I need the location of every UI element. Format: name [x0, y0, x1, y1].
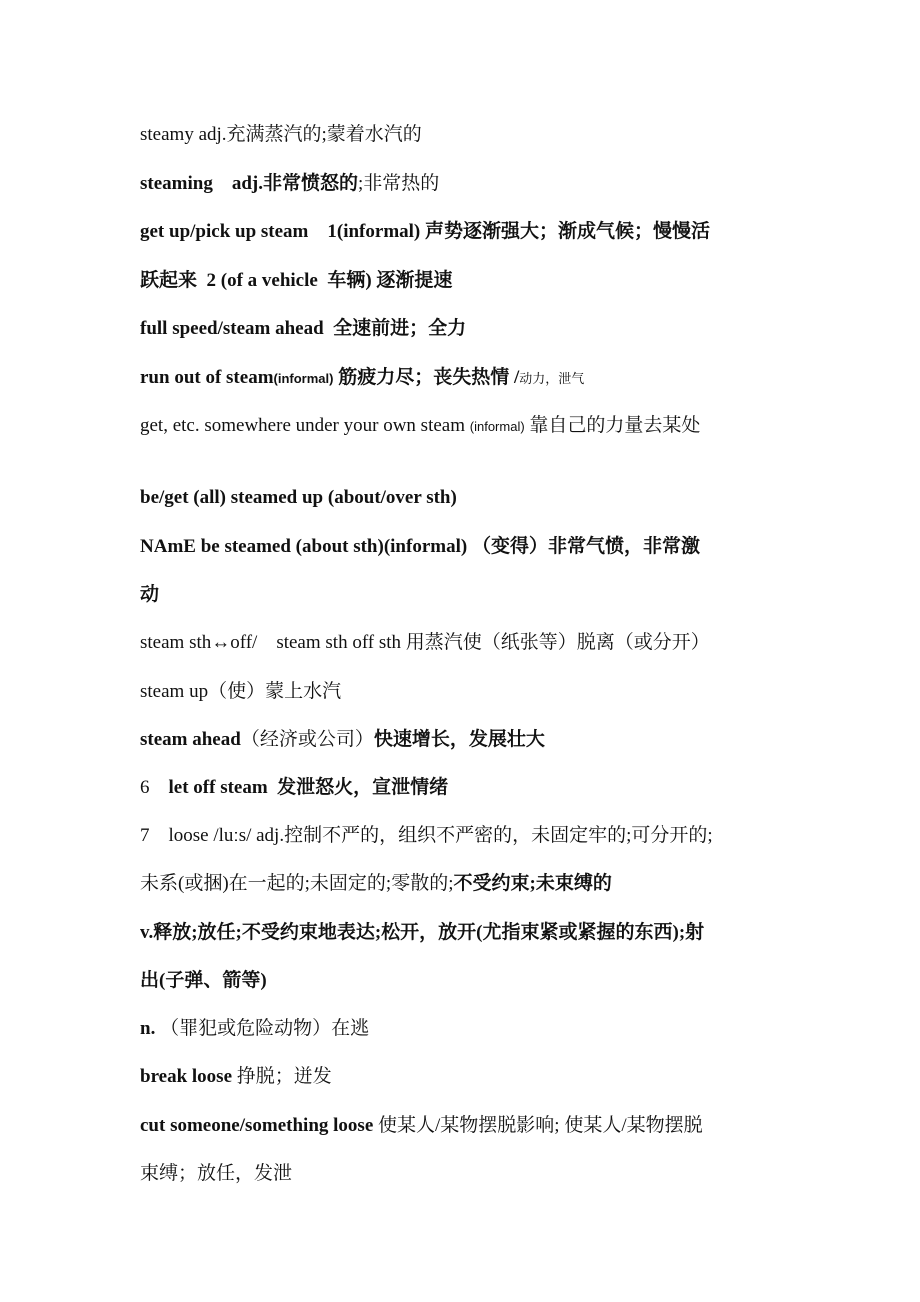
text-segment: 挣脱；迸发: [232, 1066, 332, 1087]
entry-under-own-steam: [140, 414, 800, 439]
text-segment: be/get (all) steamed up (about/over sth): [140, 487, 457, 508]
entry-loose-verb: [140, 921, 800, 945]
entry-steam-ahead: [140, 728, 800, 752]
text-segment: cut someone/something loose: [140, 1115, 379, 1136]
text-segment: 不受约束;未束缚的: [453, 873, 612, 894]
text-segment: v.释放;放任;不受约束地表达;松开，放开(尤指束紧或紧握的东西);射: [140, 922, 705, 943]
text-segment: 靠自己的力量去某处: [524, 415, 701, 436]
text-segment: break loose: [140, 1066, 233, 1087]
text-segment: 快速增长，发展壮大: [373, 729, 545, 750]
text-segment: 动: [140, 584, 160, 605]
text-segment: 使某人/某物摆脱影响; 使某人/某物摆脱: [378, 1115, 703, 1136]
entry-loose-noun: [140, 1017, 800, 1041]
entry-cut-loose-continued: [140, 1162, 800, 1186]
text-segment: 未系(或捆)在一起的;未固定的;零散的;: [140, 873, 454, 894]
text-segment: get up/pick up steam 1(informal) 声势逐渐强大；渐成气候；慢慢活: [140, 221, 711, 242]
entry-be-steamed: [140, 535, 800, 559]
text-segment: steamy adj.充满蒸汽的;蒙着水汽的: [140, 124, 422, 145]
entry-steam-up: [140, 680, 800, 704]
entry-break-loose: [140, 1065, 800, 1089]
text-segment: ;非常热的: [357, 173, 440, 194]
entry-be-steamed-continued: [140, 583, 800, 607]
text-segment: 束缚；放任，发泄: [140, 1163, 293, 1184]
text-segment: 跃起来 2 (of a vehicle 车辆) 逐渐提速: [140, 270, 453, 291]
text-segment: 7 loose /luːs/ adj.控制不严的，组织不严密的，未固定牢的;可分开的;: [140, 825, 713, 846]
text-segment: （罪犯或危险动物）在逃: [155, 1018, 370, 1039]
entry-steam-off: [140, 631, 800, 655]
entry-get-up-steam-continued: [140, 269, 800, 293]
text-segment: let off steam 发泄怒火，宣泄情绪: [168, 777, 449, 798]
entry-steamy: [140, 123, 800, 147]
entry-let-off-steam: [140, 776, 800, 800]
text-segment: full speed/steam ahead 全速前进；全力: [140, 318, 467, 339]
text-segment: n.: [140, 1018, 156, 1039]
entry-loose-verb-continued: [140, 969, 800, 993]
text-segment: steam up（使）蒙上水汽: [140, 681, 342, 702]
text-segment: 出(子弹、箭等): [140, 970, 267, 991]
text-segment: steaming adj.非常愤怒的: [140, 173, 358, 194]
text-segment: (informal): [273, 371, 334, 386]
text-segment: 筋疲力尽；丧失热情 /: [333, 367, 520, 388]
entry-get-up-steam: [140, 220, 800, 244]
entry-loose-adj: [140, 824, 800, 848]
text-segment: (informal): [469, 419, 525, 434]
text-segment: steam ahead: [140, 729, 241, 750]
entry-run-out-of-steam: [140, 366, 800, 391]
entry-cut-loose: [140, 1114, 800, 1138]
entry-loose-adj-continued: [140, 872, 800, 896]
entry-steamed-up: [140, 486, 800, 510]
text-segment: run out of steam: [140, 367, 274, 388]
text-segment: steam sth↔off/ steam sth off sth 用蒸汽使（纸张等）脱离（或分开）: [140, 632, 710, 653]
entry-steaming: [140, 172, 800, 196]
text-segment: （经济或公司）: [240, 729, 374, 750]
text-segment: 动力，泄气: [519, 371, 585, 386]
entry-full-speed-ahead: [140, 317, 800, 341]
text-segment: 6: [140, 777, 169, 798]
text-segment: get, etc. somewhere under your own steam: [140, 415, 470, 436]
text-segment: NAmE be steamed (about sth)(informal) （变得）非常气愤，非常激: [140, 536, 700, 557]
